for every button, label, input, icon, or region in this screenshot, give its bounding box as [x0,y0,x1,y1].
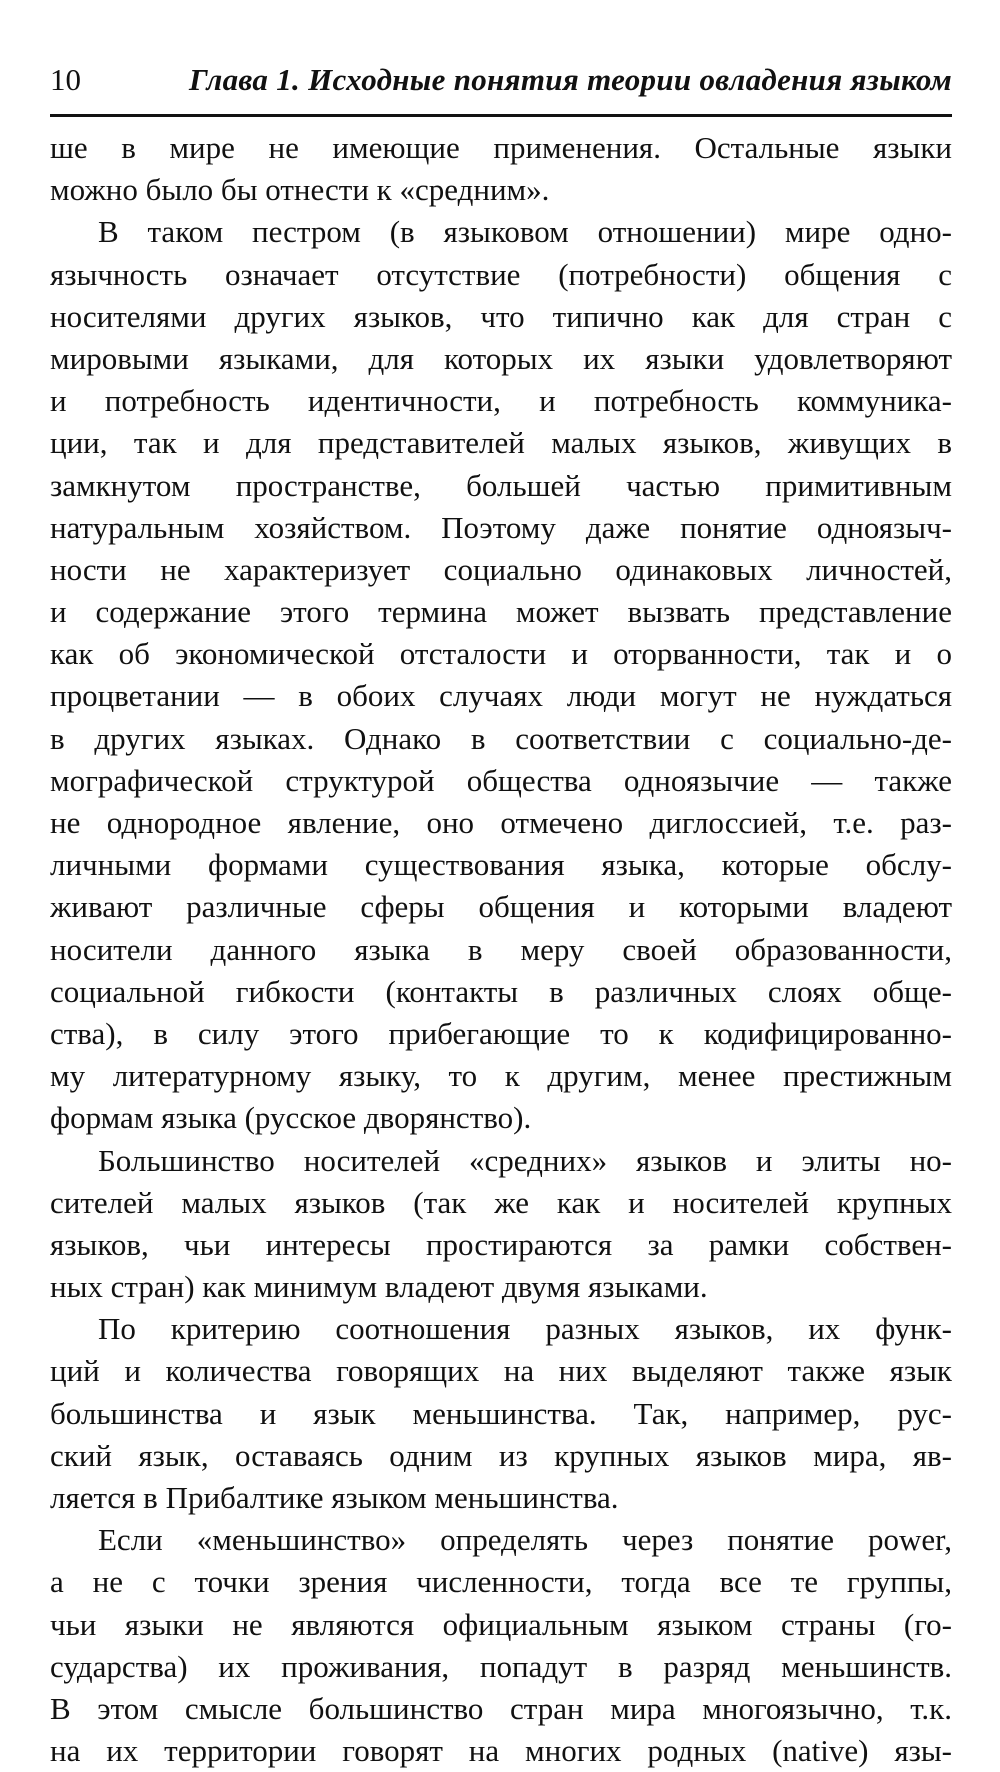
text-line: носители данного языка в меру своей образованности, [50,931,952,967]
text-line: ных стран) как минимум владеют двумя языками. [50,1269,708,1305]
text-line: В таком пестром (в языковом отношении) мире одно- [98,214,952,250]
text-line: натуральным хозяйством. Поэтому даже понятие одноязыч- [50,509,952,545]
text-line: большинства и язык меньшинства. Так, например, рус- [50,1395,952,1431]
text-line: как об экономической отсталости и оторванности, так и о [50,636,952,672]
text-line: ства), в силу этого прибегающие то к кодифицированно- [50,1015,952,1051]
header-rule [50,114,952,117]
body-text [50,127,952,1772]
text-line: сударства) их проживания, попадут в разряд меньшинств. [50,1648,952,1684]
text-line: и потребность идентичности, и потребность коммуника- [50,383,952,419]
text-line: му литературному языку, то к другим, менее престижным [50,1058,952,1094]
text-line: ности не характеризует социально одинаковых личностей, [50,551,952,587]
text-line: ше в мире не имеющие применения. Остальные языки [50,130,952,165]
text-line: язычность означает отсутствие (потребности) общения с [50,256,952,292]
text-line: ский язык, оставаясь одним из крупных языков мира, яв- [50,1437,952,1473]
text-line: можно было бы отнести к «средним». [50,172,550,208]
text-line: чьи языки не являются официальным языком страны (го- [50,1606,952,1642]
text-line: в других языках. Однако в соответствии с социально-де- [50,720,952,756]
text-line: социальной гибкости (контакты в различных слоях обще- [50,973,952,1009]
text-line: и содержание этого термина может вызвать представление [50,594,952,630]
text-line: языков, чьи интересы простираются за рамки собствен- [50,1226,952,1262]
text-line: ляется в Прибалтике языком меньшинства. [50,1480,619,1515]
text-line: ций и количества говорящих на них выделяют также язык [50,1353,952,1389]
text-line: мографической структурой общества одноязычие — также [50,762,952,798]
page-header [50,60,952,110]
text-line: В этом смысле большинство стран мира многоязычно, т.к. [50,1690,952,1726]
text-line: а не с точки зрения численности, тогда все те группы, [50,1564,952,1600]
running-head: Глава 1. Исходные понятия теории овладения языком [189,62,952,97]
text-line: замкнутом пространстве, большей частью примитивным [50,467,952,503]
page-number: 10 [50,62,81,97]
text-line: По критерию соотношения разных языков, их функ- [98,1311,952,1347]
text-line: Если «меньшинство» определять через понятие power, [98,1522,952,1558]
text-line: Большинство носителей «средних» языков и элиты но- [98,1142,952,1178]
text-line: сителей малых языков (так же как и носителей крупных [50,1184,952,1220]
text-line: формам языка (русское дворянство). [50,1100,532,1136]
text-line: личными формами существования языка, которые обслу- [50,847,952,883]
text-line: на их территории говорят на многих родных (native) язы- [50,1733,952,1769]
text-line: процветании — в обоих случаях люди могут не нуждаться [50,678,952,714]
text-line: живают различные сферы общения и которыми владеют [50,889,952,925]
text-line: мировыми языками, для которых их языки удовлетворяют [50,340,952,376]
text-line: ции, так и для представителей малых языков, живущих в [50,425,952,461]
text-line: не однородное явление, оно отмечено диглоссией, т.е. раз- [50,805,952,840]
text-line: носителями других языков, что типично как для стран с [50,298,952,334]
